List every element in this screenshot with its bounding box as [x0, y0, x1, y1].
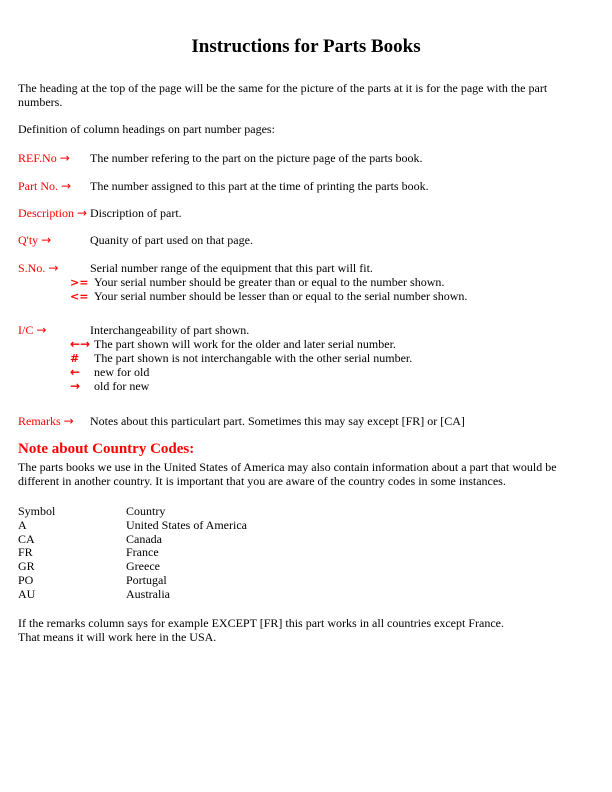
right-arrow-icon: → [77, 206, 88, 220]
table-row [18, 546, 247, 560]
label-text: S.No. [18, 261, 46, 275]
right-arrow-icon: → [48, 261, 59, 275]
right-arrow-icon: → [63, 414, 74, 428]
cell-symbol: A [18, 517, 27, 532]
table-row [18, 560, 247, 574]
left-arrow-icon: ← [70, 365, 81, 379]
rule-text: The part shown is not interchangable with the other serial number. [94, 351, 413, 365]
cell-symbol: CA [18, 531, 35, 546]
table-row [18, 533, 247, 547]
definition-row-qty [18, 233, 594, 247]
left-right-arrow-icon: ←→ [70, 337, 91, 351]
right-arrow-icon: → [41, 233, 52, 247]
closing-line-2: That means it will work here in the USA. [18, 630, 217, 644]
column-label-remarks [18, 414, 90, 428]
column-desc-sno: Serial number range of the equipment that this part will fit. [90, 261, 373, 275]
rule-text: old for new [94, 379, 150, 393]
country-codes-heading: Note about Country Codes: [18, 441, 195, 457]
table-row [18, 588, 247, 602]
greater-equal-symbol: >= [70, 276, 89, 289]
sno-rule-greater-equal [70, 275, 590, 290]
column-label-qty [18, 233, 90, 247]
cell-country: Portugal [126, 572, 167, 587]
header-symbol: Symbol [18, 504, 56, 518]
column-label-partno [18, 179, 90, 193]
label-text: Description [18, 206, 74, 220]
definition-row-ic [18, 323, 594, 337]
label-text: Remarks [18, 414, 61, 428]
definition-row-refno [18, 151, 594, 165]
definition-row-partno [18, 179, 594, 193]
header-country: Country [126, 504, 166, 518]
ic-rule-right-arrow [70, 379, 590, 393]
cell-country: Canada [126, 531, 162, 546]
table-row [18, 519, 247, 533]
definition-row-remarks [18, 414, 594, 428]
cell-symbol: AU [18, 586, 36, 601]
hash-symbol: # [70, 352, 80, 365]
cell-symbol: GR [18, 559, 35, 574]
cell-symbol: PO [18, 572, 34, 587]
page-title: Instructions for Parts Books [191, 36, 421, 57]
intro-paragraph [18, 81, 547, 109]
rule-text: Your serial number should be lesser than or equal to the serial number shown. [94, 289, 468, 303]
rule-text: Your serial number should be greater than or equal to the number shown. [94, 275, 445, 289]
definition-row-sno [18, 261, 594, 275]
table-header-row [18, 505, 247, 519]
label-text: I/C [18, 323, 34, 337]
definition-heading: Definition of column headings on part number pages: [18, 122, 275, 136]
country-codes-paragraph [18, 460, 557, 488]
closing-paragraph [18, 616, 504, 644]
column-label-ic [18, 323, 90, 337]
country-note-line-2: different in another country. It is important that you are aware of the country codes in some instances. [18, 474, 506, 488]
ic-rule-hash [70, 351, 590, 366]
column-desc-qty: Quanity of part used on that page. [90, 233, 253, 247]
ic-rule-both-arrows [70, 337, 590, 351]
column-label-description [18, 206, 90, 220]
rule-text: The part shown will work for the older and later serial number. [94, 337, 396, 351]
right-arrow-icon: → [36, 323, 47, 337]
cell-country: Australia [126, 586, 170, 601]
column-desc-refno: The number refering to the part on the picture page of the parts book. [90, 151, 423, 165]
column-desc-description: Discription of part. [90, 206, 182, 220]
cell-country: United States of America [126, 517, 247, 532]
definition-row-description [18, 206, 594, 220]
column-desc-ic: Interchangeability of part shown. [90, 323, 250, 337]
label-text: Part No. [18, 179, 58, 193]
cell-symbol: FR [18, 545, 33, 560]
label-text: REF.No [18, 151, 57, 165]
column-desc-remarks: Notes about this particulart part. Sometimes this may say except [FR] or [CA] [90, 414, 465, 428]
column-desc-partno: The number assigned to this part at the time of printing the parts book. [90, 179, 429, 193]
label-text: Q'ty [18, 233, 39, 247]
sno-rule-lesser-equal [70, 289, 590, 304]
column-label-sno [18, 261, 90, 275]
intro-line-2: numbers. [18, 95, 63, 109]
intro-line-1: The heading at the top of the page will be the same for the picture of the parts at it is for the page with the part [18, 81, 548, 95]
ic-rule-left-arrow [70, 365, 590, 379]
cell-country: Greece [126, 559, 160, 574]
cell-country: France [126, 545, 159, 560]
country-code-table [18, 505, 247, 602]
table-row [18, 574, 247, 588]
closing-line-1: If the remarks column says for example EXCEPT [FR] this part works in all countries except France. [18, 616, 504, 630]
column-label-refno [18, 151, 90, 165]
right-arrow-icon: → [59, 151, 70, 165]
lesser-equal-symbol: <= [70, 290, 89, 303]
right-arrow-icon: → [61, 179, 72, 193]
rule-text: new for old [94, 365, 150, 379]
right-arrow-icon: → [70, 379, 81, 393]
country-note-line-1: The parts books we use in the United States of America may also contain information about a part that would be [18, 460, 557, 474]
